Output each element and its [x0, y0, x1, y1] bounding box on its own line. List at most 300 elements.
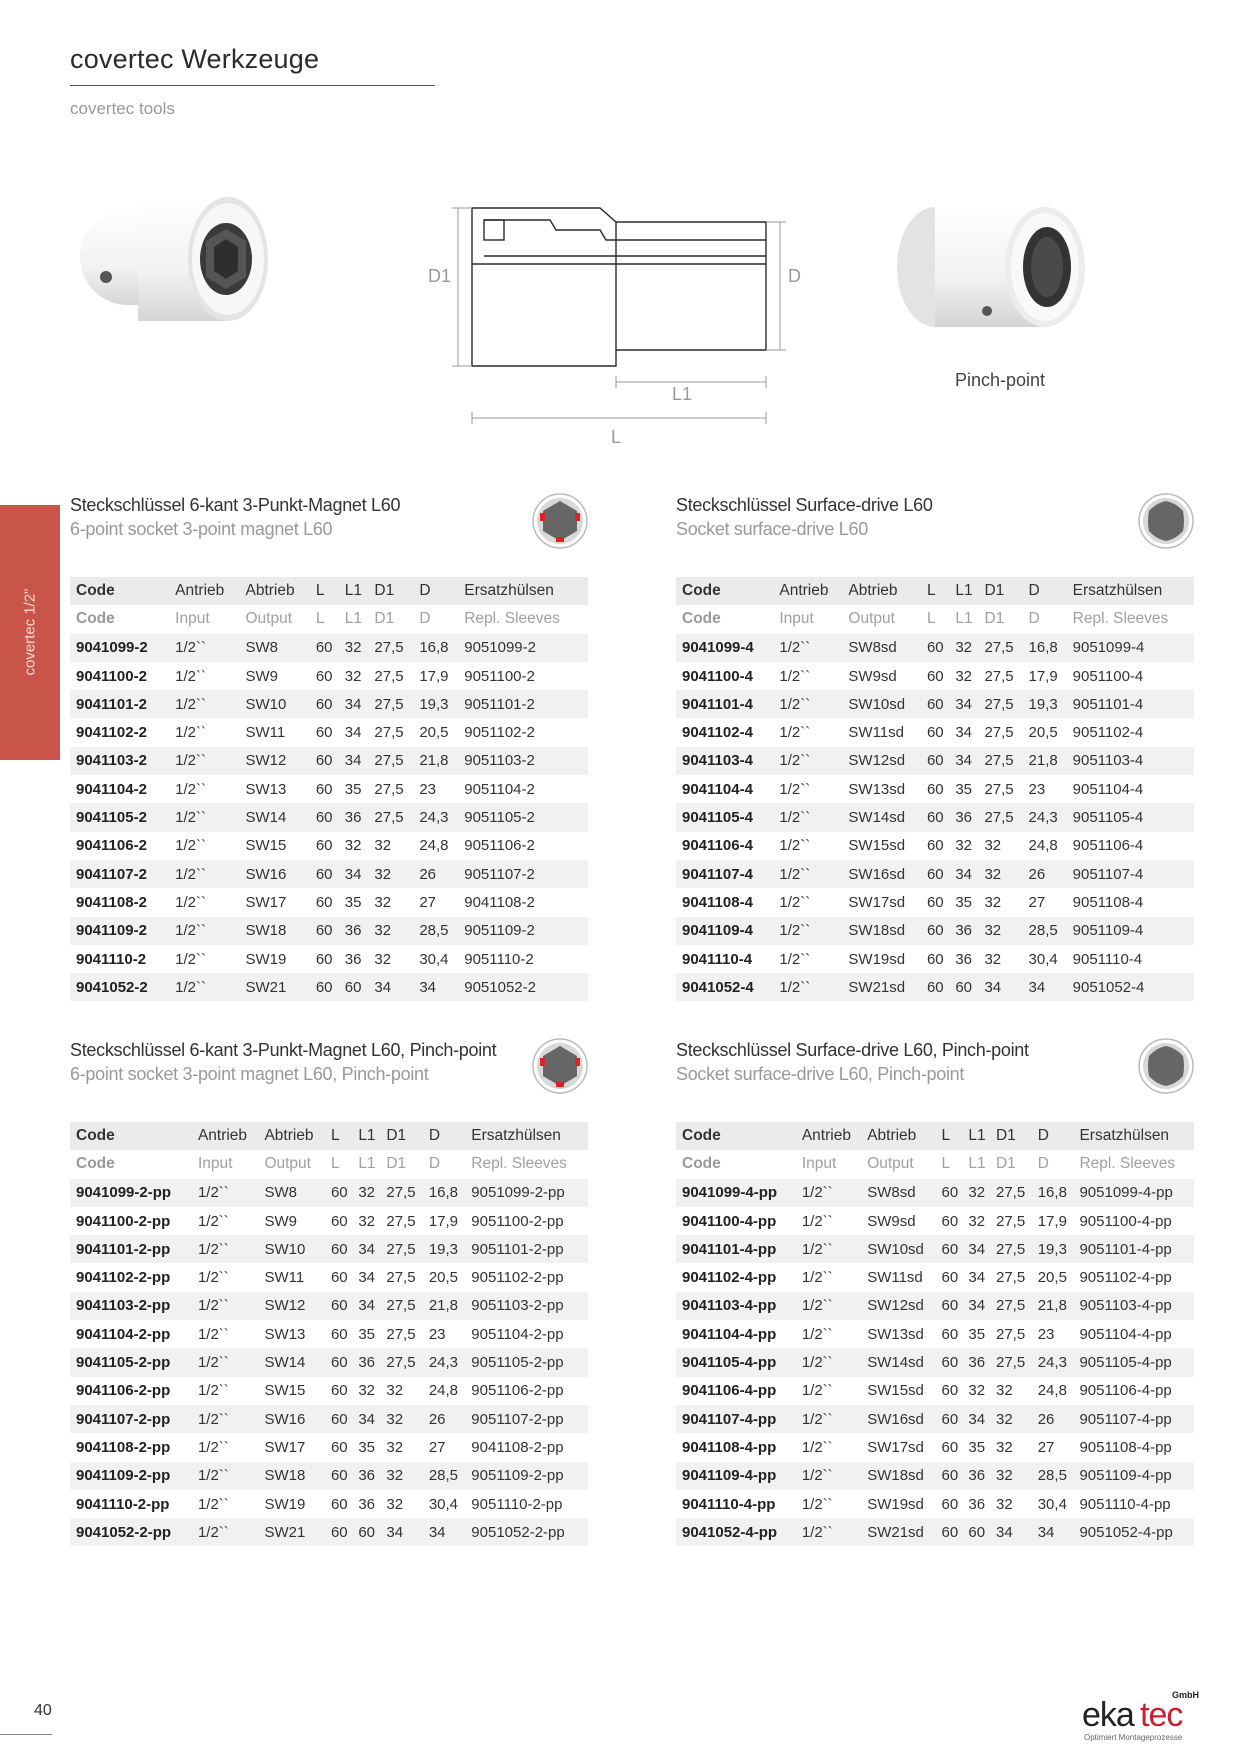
- table-cell: 34: [949, 690, 978, 718]
- table-cell: 32: [978, 917, 1022, 945]
- table-row: [70, 888, 588, 916]
- cell-code: 9041106-2: [76, 837, 147, 855]
- table-header-de: [676, 1122, 1194, 1150]
- svg-text:Optimiert Montageprozesse: Optimiert Montageprozesse: [1084, 1733, 1183, 1742]
- table-row: [676, 718, 1194, 746]
- table-cell: 27,5: [368, 803, 413, 831]
- table-cell: SW17sd: [867, 1438, 924, 1456]
- table-cell: 60: [936, 1518, 963, 1546]
- cell-code: 9041110-2: [76, 950, 147, 968]
- table-cell: 60: [310, 690, 339, 718]
- table-cell: 26: [423, 1405, 465, 1433]
- table-cell: D: [1032, 1122, 1074, 1150]
- table-cell: 9051101-4: [1067, 690, 1194, 718]
- table-cell: 9051105-4-pp: [1073, 1348, 1194, 1376]
- table-cell: 17,9: [1037, 1212, 1067, 1230]
- page-title: covertec Werkzeuge: [70, 44, 320, 74]
- table-cell: 9051099-2-pp: [465, 1179, 588, 1207]
- label-d1: D1: [428, 266, 452, 286]
- table-cell: 21,8: [413, 747, 458, 775]
- cell-code: 9041104-2-pp: [76, 1325, 171, 1343]
- table-cell: SW13sd: [848, 780, 906, 798]
- table-cell: 20,5: [1028, 724, 1058, 742]
- table-cell: D1: [978, 605, 1022, 633]
- table-cell: 60: [310, 747, 339, 775]
- table-cell: SW12sd: [842, 747, 921, 775]
- table-cell: SW14sd: [842, 803, 921, 831]
- table-cell: 9051107-2: [458, 860, 588, 888]
- cell-code: 9041101-4: [676, 690, 773, 718]
- svg-text:GmbH: GmbH: [1172, 1690, 1199, 1700]
- table-cell: 9051109-2: [458, 917, 588, 945]
- table-cell: 21,8: [1023, 747, 1067, 775]
- section-subtitle: Socket surface-drive L60: [676, 519, 868, 539]
- table-row: [676, 973, 1194, 1001]
- table-cell: 9041108-2-pp: [471, 1438, 564, 1456]
- table-cell: 60: [949, 973, 978, 1001]
- table-row: [676, 832, 1194, 860]
- table-cell: 35: [358, 1325, 375, 1343]
- cell-code: 9041107-4-pp: [676, 1405, 796, 1433]
- table-cell: 9051102-4: [1072, 724, 1144, 742]
- table-cell: 1/2``: [801, 1269, 833, 1287]
- table-cell: SW21: [258, 1518, 325, 1546]
- svg-text:tec: tec: [1140, 1696, 1183, 1734]
- cell-code: 9041108-4: [682, 893, 753, 911]
- table-cell: 32: [339, 634, 369, 662]
- table-cell: 9051103-2-pp: [465, 1292, 588, 1320]
- table-cell: 27,5: [990, 1292, 1032, 1320]
- table-cell: 9051110-2: [464, 950, 534, 968]
- table-cell: 9051107-4: [1067, 860, 1194, 888]
- table-cell: 60: [936, 1405, 963, 1433]
- table-cell: 60: [310, 917, 339, 945]
- table-cell: 9051108-4-pp: [1079, 1438, 1172, 1456]
- table-cell: Ersatzhülsen: [1073, 1122, 1194, 1150]
- section-subtitle: Socket surface-drive L60, Pinch-point: [676, 1064, 965, 1084]
- surface-drive-icon: [1138, 1038, 1194, 1094]
- cell-code: 9041105-4-pp: [676, 1348, 796, 1376]
- table-cell: 21,8: [423, 1292, 465, 1320]
- table-cell: 60: [921, 634, 949, 662]
- table-cell: D1: [368, 577, 413, 605]
- table-cell: 27: [428, 1438, 446, 1456]
- table-row: [676, 1490, 1194, 1518]
- table-cell: 32: [344, 837, 362, 855]
- table-cell: SW12sd: [861, 1292, 935, 1320]
- table-row: [70, 662, 588, 690]
- table-cell: 60: [325, 1179, 352, 1207]
- table-cell: 32: [380, 1405, 422, 1433]
- table-cell: 60: [962, 1518, 990, 1546]
- cell-code: 9041109-2: [70, 917, 169, 945]
- table-cell: 9051110-4-pp: [1079, 1495, 1171, 1513]
- table-cell: 36: [344, 950, 362, 968]
- cell-code: 9041101-2-pp: [70, 1235, 192, 1263]
- cell-code: Code: [676, 605, 773, 633]
- section-title: Steckschlüssel Surface-drive L60, Pinch-point: [676, 1040, 1029, 1060]
- cell-code: 9041100-4: [682, 667, 753, 685]
- table-cell: 9051100-4-pp: [1079, 1212, 1172, 1230]
- table-cell: 36: [352, 1348, 380, 1376]
- cell-code: 9041052-4: [676, 973, 773, 1001]
- table-cell: 32: [984, 837, 1002, 855]
- table-cell: 1/2``: [197, 1269, 229, 1287]
- cell-code: 9041102-4: [682, 724, 753, 742]
- cell-code: 9041108-2-pp: [76, 1438, 171, 1456]
- table-cell: 9051052-4: [1067, 973, 1194, 1001]
- table-cell: 9051104-2-pp: [471, 1325, 564, 1343]
- table-cell: 36: [352, 1462, 380, 1490]
- section-6point-magnet-pinch: [70, 1038, 588, 1541]
- table-cell: 1/2``: [175, 667, 207, 685]
- table-cell: L1: [352, 1150, 380, 1178]
- table-cell: 1/2``: [192, 1179, 259, 1207]
- table-cell: 9051107-2-pp: [465, 1405, 588, 1433]
- table-cell: D: [1023, 577, 1067, 605]
- table-cell: D: [423, 1150, 465, 1178]
- table-cell: 26: [1032, 1405, 1074, 1433]
- table-cell: 9051109-4-pp: [1073, 1462, 1194, 1490]
- table-cell: SW8sd: [861, 1179, 935, 1207]
- title-divider: [70, 85, 435, 86]
- table-cell: 36: [962, 1462, 990, 1490]
- table-cell: D1: [990, 1122, 1032, 1150]
- table-cell: 24,3: [1023, 803, 1067, 831]
- table-cell: L: [310, 605, 339, 633]
- table-cell: SW9: [264, 1212, 297, 1230]
- table-cell: 9051107-4-pp: [1073, 1405, 1194, 1433]
- table-cell: 28,5: [423, 1462, 465, 1490]
- table-row: [70, 1462, 588, 1490]
- table-row: [676, 1405, 1194, 1433]
- table-cell: L: [325, 1122, 352, 1150]
- table-cell: 1/2``: [175, 837, 207, 855]
- product-table: [70, 577, 588, 1001]
- table-row: [676, 1235, 1194, 1263]
- table-cell: 27,5: [978, 634, 1022, 662]
- table-row: [676, 1292, 1194, 1320]
- table-row: [70, 747, 588, 775]
- table-cell: SW10: [240, 690, 310, 718]
- table-cell: 60: [936, 1235, 963, 1263]
- table-row: [70, 832, 588, 860]
- table-row: [70, 860, 588, 888]
- table-row: [70, 1235, 588, 1263]
- label-d: D: [788, 266, 801, 286]
- table-cell: 20,5: [1037, 1269, 1067, 1287]
- table-cell: L1: [339, 577, 369, 605]
- page-number: 40: [34, 1702, 52, 1719]
- table-cell: 60: [315, 837, 333, 855]
- table-cell: 32: [968, 1382, 986, 1400]
- cell-code: 9041103-4: [676, 747, 773, 775]
- table-row: [70, 1179, 588, 1207]
- cell-code: 9041108-2: [76, 893, 147, 911]
- table-cell: 1/2``: [197, 1495, 229, 1513]
- table-row: [70, 1320, 588, 1348]
- table-cell: 1/2``: [779, 724, 811, 742]
- table-cell: 1/2``: [773, 860, 842, 888]
- table-cell: 60: [315, 724, 333, 742]
- hex-magnet-icon: [532, 493, 588, 549]
- table-row: [676, 1433, 1194, 1461]
- table-cell: 34: [413, 973, 458, 1001]
- table-row: [70, 1292, 588, 1320]
- table-cell: Abtrieb: [861, 1122, 935, 1150]
- table-cell: 1/2``: [779, 950, 811, 968]
- table-cell: 60: [941, 1212, 959, 1230]
- table-cell: L: [921, 605, 949, 633]
- table-cell: Ersatzhülsen: [1067, 577, 1194, 605]
- table-cell: 27,5: [374, 724, 404, 742]
- table-header-de: [676, 577, 1194, 605]
- table-cell: Antrieb: [773, 577, 842, 605]
- table-row: [676, 1207, 1194, 1235]
- table-cell: L1: [352, 1122, 380, 1150]
- table-cell: 60: [926, 780, 944, 798]
- table-cell: 9051105-2: [458, 803, 588, 831]
- table-cell: D1: [978, 577, 1022, 605]
- table-cell: SW15: [264, 1382, 306, 1400]
- table-row: [70, 1263, 588, 1291]
- table-cell: 20,5: [419, 724, 449, 742]
- table-cell: 9051110-4: [1072, 950, 1143, 968]
- table-row: [676, 634, 1194, 662]
- cell-code: 9041109-4-pp: [676, 1462, 796, 1490]
- table-header-de: [70, 577, 588, 605]
- table-cell: SW18sd: [842, 917, 921, 945]
- table-cell: 60: [941, 1382, 959, 1400]
- table-cell: 28,5: [1023, 917, 1067, 945]
- table-cell: Antrieb: [169, 577, 239, 605]
- table-cell: SW19sd: [848, 950, 906, 968]
- table-cell: 26: [1023, 860, 1067, 888]
- table-cell: 9051102-4-pp: [1079, 1269, 1172, 1287]
- table-cell: 9051105-4: [1067, 803, 1194, 831]
- table-cell: 24,8: [1028, 837, 1058, 855]
- table-cell: 60: [941, 1325, 959, 1343]
- table-cell: 1/2``: [796, 1348, 861, 1376]
- table-cell: 30,4: [419, 950, 449, 968]
- cell-code: 9041106-4-pp: [682, 1382, 777, 1400]
- cell-code: 9041102-4-pp: [682, 1269, 777, 1287]
- side-tab-label: covertec 1/2": [21, 588, 39, 676]
- cell-code: 9041100-4-pp: [682, 1212, 777, 1230]
- table-cell: SW8sd: [842, 634, 921, 662]
- cell-code: 9041103-2-pp: [70, 1292, 192, 1320]
- table-cell: SW14sd: [861, 1348, 935, 1376]
- footer-rule: [0, 1734, 52, 1735]
- table-cell: 1/2``: [192, 1292, 259, 1320]
- table-cell: 60: [921, 690, 949, 718]
- table-cell: 34: [339, 690, 369, 718]
- table-cell: 60: [936, 1179, 963, 1207]
- table-cell: 9051109-2-pp: [465, 1462, 588, 1490]
- table-row: [70, 1207, 588, 1235]
- table-cell: 9051052-4-pp: [1073, 1518, 1194, 1546]
- table-cell: 60: [936, 1292, 963, 1320]
- svg-text:eka: eka: [1082, 1696, 1134, 1734]
- table-cell: L1: [949, 605, 978, 633]
- table-cell: SW15sd: [848, 837, 906, 855]
- table-cell: SW9sd: [848, 667, 897, 685]
- cell-code: 9041102-2-pp: [76, 1269, 171, 1287]
- cell-code: 9041106-4: [682, 837, 753, 855]
- table-cell: 32: [955, 667, 973, 685]
- table-cell: 34: [1023, 973, 1067, 1001]
- table-cell: 60: [921, 803, 949, 831]
- table-cell: 32: [984, 893, 1002, 911]
- table-row: [676, 888, 1194, 916]
- table-cell: 34: [962, 1235, 990, 1263]
- cell-code: Code: [676, 1150, 796, 1178]
- table-cell: 60: [339, 973, 369, 1001]
- table-cell: L: [310, 577, 339, 605]
- table-cell: SW16sd: [842, 860, 921, 888]
- table-cell: 1/2``: [779, 667, 811, 685]
- table-cell: 60: [921, 917, 949, 945]
- table-header-en: [676, 1150, 1194, 1178]
- table-cell: 36: [339, 917, 369, 945]
- cell-code: Code: [676, 1122, 796, 1150]
- table-cell: 32: [374, 837, 392, 855]
- table-cell: 32: [344, 667, 362, 685]
- table-cell: 19,3: [413, 690, 458, 718]
- table-cell: SW18: [240, 917, 310, 945]
- table-cell: 1/2``: [796, 1518, 861, 1546]
- cell-code: 9041106-2-pp: [76, 1382, 171, 1400]
- table-cell: 27,5: [368, 634, 413, 662]
- table-cell: 36: [358, 1495, 375, 1513]
- table-row: [70, 1377, 588, 1405]
- table-cell: SW21sd: [842, 973, 921, 1001]
- socket-product-image: [78, 195, 268, 335]
- table-cell: 60: [330, 1325, 348, 1343]
- table-cell: 16,8: [1023, 634, 1067, 662]
- table-cell: 34: [990, 1518, 1032, 1546]
- cell-code: 9041108-4-pp: [682, 1438, 777, 1456]
- table-cell: 23: [1037, 1325, 1055, 1343]
- table-cell: 9051102-2-pp: [471, 1269, 564, 1287]
- table-cell: 60: [325, 1292, 352, 1320]
- table-row: [70, 973, 588, 1001]
- table-cell: SW12: [258, 1292, 325, 1320]
- table-cell: 16,8: [1032, 1179, 1074, 1207]
- pinch-point-label: Pinch-point: [955, 370, 1046, 390]
- table-cell: 32: [995, 1495, 1013, 1513]
- cell-code: 9041052-2: [70, 973, 169, 1001]
- table-cell: 60: [330, 1438, 348, 1456]
- table-cell: 60: [921, 973, 949, 1001]
- table-cell: 27,5: [990, 1235, 1032, 1263]
- table-cell: 9051100-2: [464, 667, 535, 685]
- table-cell: 60: [325, 1405, 352, 1433]
- section-subtitle: 6-point socket 3-point magnet L60: [70, 519, 333, 539]
- table-cell: L: [936, 1122, 963, 1150]
- table-cell: Repl. Sleeves: [465, 1150, 588, 1178]
- table-cell: 19,3: [423, 1235, 465, 1263]
- table-cell: 34: [949, 747, 978, 775]
- table-cell: 60: [941, 1269, 959, 1287]
- cell-code: 9041100-2: [76, 667, 147, 685]
- table-cell: L: [921, 577, 949, 605]
- table-cell: 34: [968, 1269, 986, 1287]
- label-l1: L1: [672, 384, 693, 404]
- table-cell: SW12: [240, 747, 310, 775]
- table-cell: 34: [423, 1518, 465, 1546]
- table-cell: 1/2``: [197, 1382, 229, 1400]
- cell-code: Code: [676, 577, 773, 605]
- table-row: [70, 634, 588, 662]
- table-cell: SW11: [245, 724, 286, 742]
- table-cell: 60: [325, 1348, 352, 1376]
- table-cell: 1/2``: [801, 1495, 833, 1513]
- table-cell: 30,4: [428, 1495, 459, 1513]
- table-cell: 1/2``: [192, 1348, 259, 1376]
- table-cell: 9051106-4: [1072, 837, 1144, 855]
- table-cell: 34: [339, 860, 369, 888]
- table-cell: 1/2``: [169, 690, 239, 718]
- table-cell: 27,5: [380, 1348, 422, 1376]
- table-row: [70, 690, 588, 718]
- table-cell: 23: [1028, 780, 1046, 798]
- table-cell: 1/2``: [773, 747, 842, 775]
- table-cell: 60: [315, 780, 333, 798]
- table-cell: 9051101-2-pp: [465, 1235, 588, 1263]
- table-cell: 1/2``: [773, 690, 842, 718]
- table-cell: 1/2``: [779, 780, 811, 798]
- section-6point-magnet: [70, 493, 588, 996]
- table-row: [676, 747, 1194, 775]
- table-cell: 9051101-2: [458, 690, 588, 718]
- ekatec-logo: [1080, 1688, 1210, 1743]
- table-cell: SW11sd: [848, 724, 904, 742]
- table-cell: D: [413, 605, 458, 633]
- table-cell: 16,8: [423, 1179, 465, 1207]
- table-row: [70, 945, 588, 973]
- table-cell: 32: [386, 1495, 404, 1513]
- table-cell: 9051099-2: [458, 634, 588, 662]
- table-cell: 27,5: [990, 1179, 1032, 1207]
- product-table: [70, 1122, 588, 1546]
- table-cell: 23: [419, 780, 437, 798]
- table-cell: Ersatzhülsen: [465, 1122, 588, 1150]
- cell-code: 9041099-4-pp: [676, 1179, 796, 1207]
- section-surface-drive: [676, 493, 1194, 996]
- table-cell: SW13: [245, 780, 287, 798]
- section-subtitle: 6-point socket 3-point magnet L60, Pinch-point: [70, 1064, 429, 1084]
- table-cell: 27: [1037, 1438, 1055, 1456]
- table-cell: SW13sd: [867, 1325, 924, 1343]
- table-cell: Output: [240, 605, 310, 633]
- section-title: Steckschlüssel 6-kant 3-Punkt-Magnet L60: [70, 495, 401, 515]
- table-cell: 24,3: [1032, 1348, 1074, 1376]
- table-row: [70, 1490, 588, 1518]
- table-cell: 9051052-2-pp: [465, 1518, 588, 1546]
- table-cell: 17,9: [1028, 667, 1058, 685]
- table-cell: 35: [955, 893, 973, 911]
- table-cell: 32: [995, 1382, 1013, 1400]
- table-cell: 34: [352, 1235, 380, 1263]
- table-cell: 60: [926, 724, 944, 742]
- cell-code: 9041052-2-pp: [70, 1518, 192, 1546]
- table-cell: 32: [368, 917, 413, 945]
- table-cell: SW19sd: [867, 1495, 924, 1513]
- table-cell: Abtrieb: [842, 577, 921, 605]
- table-cell: 27,5: [386, 1212, 416, 1230]
- table-cell: SW16: [258, 1405, 325, 1433]
